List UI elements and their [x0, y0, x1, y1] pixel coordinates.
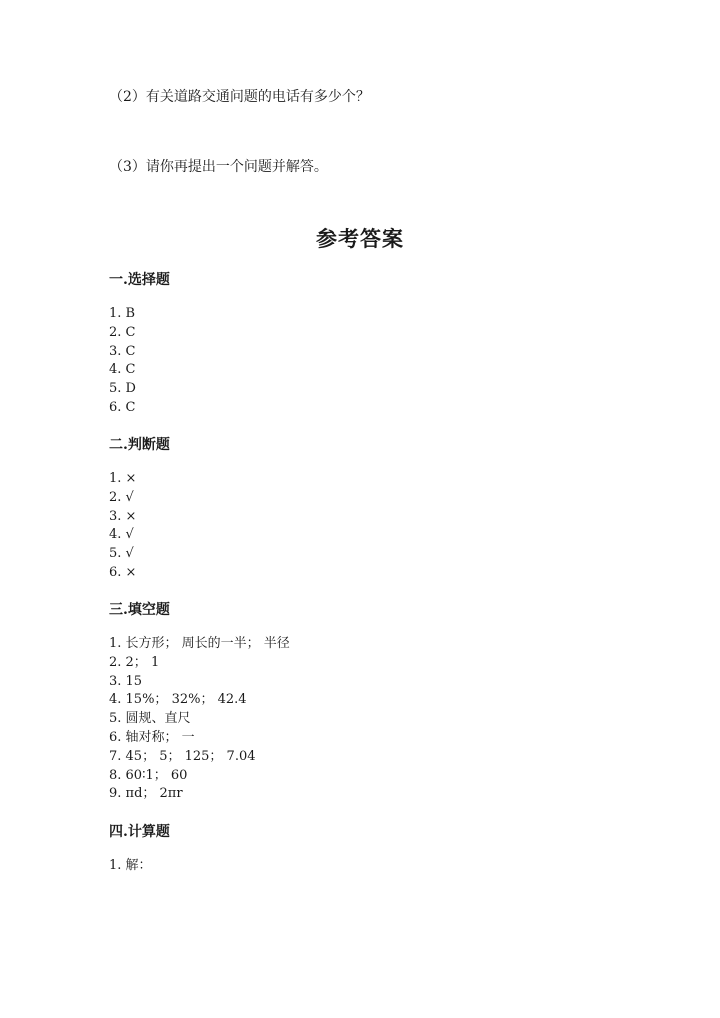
list-item: 3. 15 [109, 673, 143, 689]
list-item: 2. C [109, 324, 136, 340]
answer-key-title: 参考答案 [316, 226, 404, 251]
list-item: 4. √ [109, 527, 134, 543]
list-item: 5. √ [109, 546, 134, 562]
list-item: 8. 60∶1； 60 [109, 767, 188, 783]
list-item: 9. πd； 2πr [109, 786, 183, 802]
calculation-answers-list [109, 857, 152, 876]
judgment-answers-list [109, 470, 136, 583]
list-item: 2. √ [109, 489, 134, 505]
list-item: 6. C [109, 399, 136, 415]
list-item: 2. 2； 1 [109, 654, 160, 670]
list-item: 3. C [109, 343, 136, 359]
list-item: 1. 解： [109, 858, 152, 873]
list-item: 7. 45； 5； 125； 7.04 [109, 748, 256, 764]
fill-in-answers-list [109, 635, 290, 804]
question-2: （2）有关道路交通问题的电话有多少个？ [109, 89, 370, 105]
section-heading-fill-in: 三.填空题 [109, 602, 170, 618]
list-item: 4. 15%； 32%； 42.4 [109, 692, 247, 708]
list-item: 4. C [109, 362, 136, 378]
list-item: 6. 轴对称； 一 [109, 729, 195, 745]
list-item: 1. B [109, 306, 136, 321]
section-heading-judgment: 二.判断题 [109, 437, 170, 453]
list-item: 1. × [109, 471, 137, 486]
list-item: 5. 圆规、直尺 [109, 711, 191, 727]
section-heading-calculation: 四.计算题 [109, 824, 170, 840]
question-3: （3）请你再提出一个问题并解答。 [109, 159, 328, 175]
list-item: 6. × [109, 564, 137, 580]
choice-answers-list [109, 305, 136, 418]
list-item: 1. 长方形； 周长的一半； 半径 [109, 636, 290, 651]
list-item: 3. × [109, 508, 137, 524]
section-heading-choice: 一.选择题 [109, 272, 170, 288]
list-item: 5. D [109, 381, 136, 397]
